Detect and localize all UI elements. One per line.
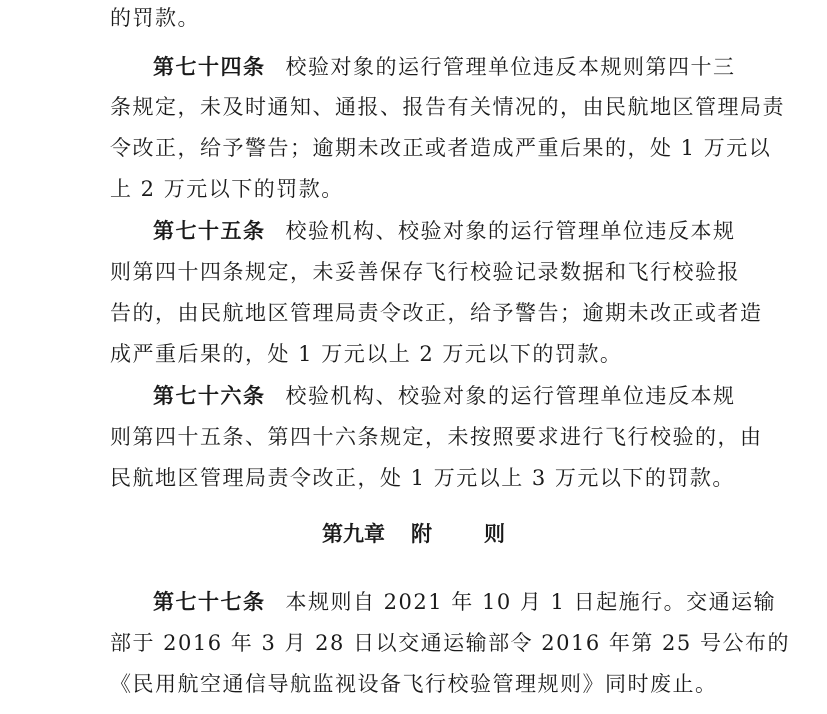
article-75-line-1 <box>153 218 736 244</box>
paragraph-line: 的罚款。 <box>110 6 200 30</box>
article-75-text: 校验机构、校验对象的运行管理单位违反本规 <box>285 219 736 243</box>
article-75-line-4: 成严重后果的，处 1 万元以上 2 万元以下的罚款。 <box>110 342 623 366</box>
article-75-heading: 第七十五条 <box>153 219 266 243</box>
article-77-line-3: 《民用航空通信导航监视设备飞行校验管理规则》同时废止。 <box>110 672 718 696</box>
article-76-heading: 第七十六条 <box>153 384 266 408</box>
article-74-line-2: 条规定，未及时通知、通报、报告有关情况的，由民航地区管理局责 <box>110 95 785 119</box>
article-76-line-3: 民航地区管理局责令改正，处 1 万元以上 3 万元以下的罚款。 <box>110 466 735 490</box>
chapter-title-part-2: 则 <box>484 522 505 546</box>
article-77-text: 本规则自 2021 年 10 月 1 日起施行。交通运输 <box>285 590 777 614</box>
chapter-number: 第九章 <box>322 522 385 546</box>
article-75-line-2: 则第四十四条规定，未妥善保存飞行校验记录数据和飞行校验报 <box>110 260 740 284</box>
article-76-line-1 <box>153 383 736 409</box>
article-77-line-2: 部于 2016 年 3 月 28 日以交通运输部令 2016 年第 25 号公布的 <box>110 631 790 655</box>
article-74-line-4: 上 2 万元以下的罚款。 <box>110 177 344 201</box>
chapter-title-part-1: 附 <box>411 522 432 546</box>
article-76-text: 校验机构、校验对象的运行管理单位违反本规 <box>285 384 736 408</box>
article-74-line-1 <box>153 54 736 80</box>
article-74-line-3: 令改正，给予警告；逾期未改正或者造成严重后果的，处 1 万元以 <box>110 136 772 160</box>
article-75-line-3: 告的，由民航地区管理局责令改正，给予警告；逾期未改正或者造 <box>110 301 763 325</box>
article-77-line-1 <box>153 589 776 615</box>
chapter-heading <box>0 521 827 547</box>
article-74-heading: 第七十四条 <box>153 55 266 79</box>
article-77-heading: 第七十七条 <box>153 590 266 614</box>
article-74-text: 校验对象的运行管理单位违反本规则第四十三 <box>285 55 736 79</box>
article-76-line-2: 则第四十五条、第四十六条规定，未按照要求进行飞行校验的，由 <box>110 425 763 449</box>
